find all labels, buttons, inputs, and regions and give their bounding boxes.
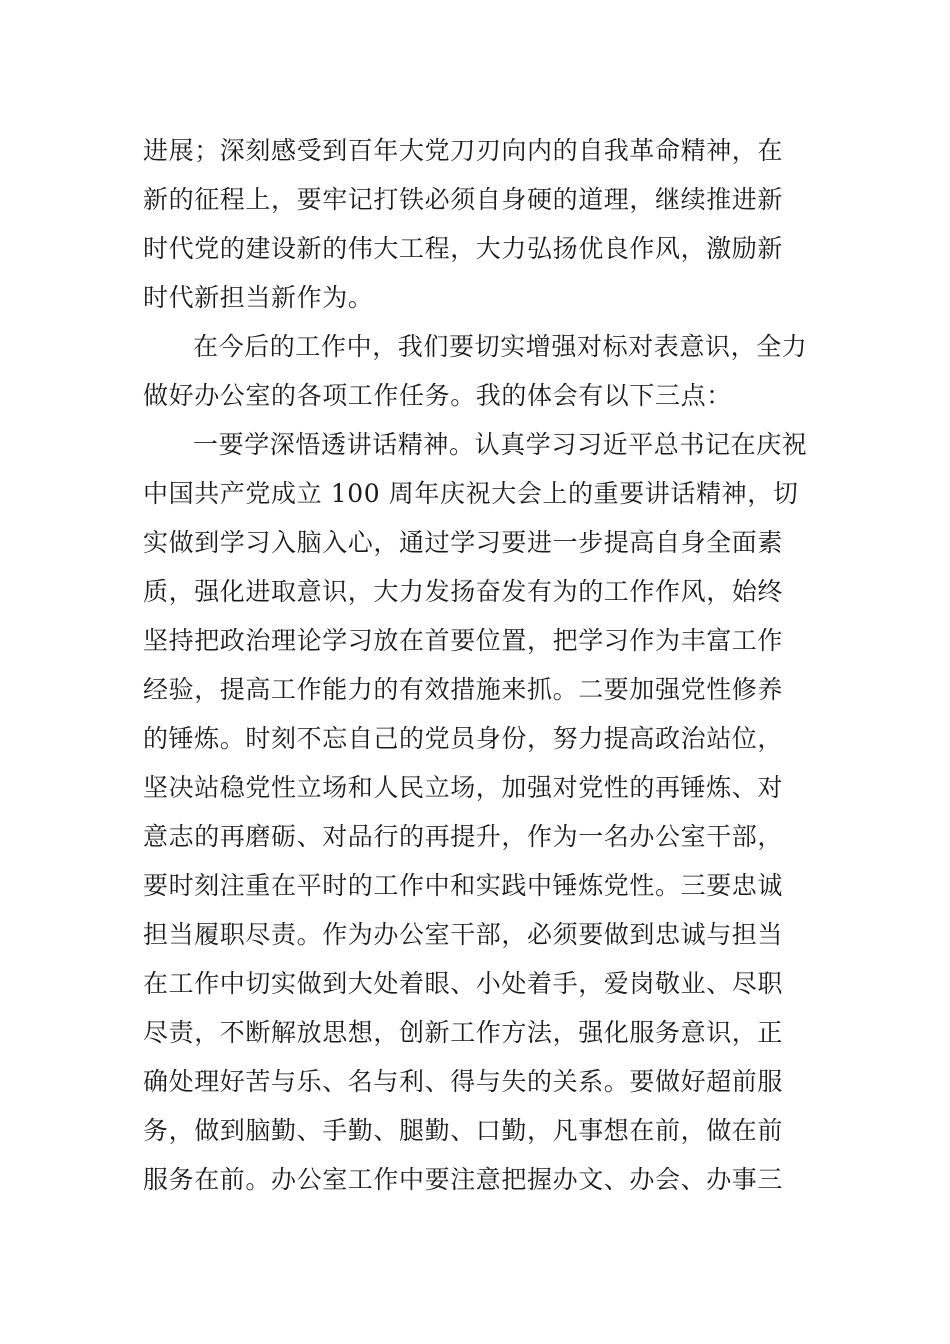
text-line: 在今后的工作中，我们要切实增强对标对表意识，全力 <box>193 332 808 361</box>
text-line: 意志的再磨砺、对品行的再提升，作为一名办公室干部， <box>143 822 784 851</box>
text-line: 在工作中切实做到大处着眼、小处着手，爱岗敬业、尽职 <box>143 969 784 998</box>
text-line: 一要学深悟透讲话精神。认真学习习近平总书记在庆祝 <box>193 430 808 459</box>
text-line: 务，做到脑勤、手勤、腿勤、口勤，凡事想在前，做在前 <box>143 1116 784 1145</box>
text-line: 坚决站稳党性立场和人民立场，加强对党性的再锤炼、对 <box>143 773 784 802</box>
text-line: 经验，提高工作能力的有效措施来抓。二要加强党性修养 <box>143 675 784 704</box>
text-line: 担当履职尽责。作为办公室干部，必须要做到忠诚与担当 <box>143 920 784 949</box>
document-body <box>143 126 823 1204</box>
text-line: 做好办公室的各项工作任务。我的体会有以下三点： <box>143 381 732 410</box>
text-line: 尽责，不断解放思想，创新工作方法，强化服务意识，正 <box>143 1018 784 1047</box>
text-line: 坚持把政治理论学习放在首要位置，把学习作为丰富工作 <box>143 626 784 655</box>
paragraph-2 <box>143 322 823 420</box>
text-line: 时代党的建设新的伟大工程，大力弘扬优良作风，激励新 <box>143 234 784 263</box>
text-line: 服务在前。办公室工作中要注意把握办文、办会、办事三 <box>143 1165 784 1194</box>
text-line: 的锤炼。时刻不忘自己的党员身份，努力提高政治站位， <box>143 724 784 753</box>
paragraph-3 <box>143 420 823 1204</box>
text-line: 质，强化进取意识，大力发扬奋发有为的工作作风，始终 <box>143 577 784 606</box>
text-line: 新的征程上，要牢记打铁必须自身硬的道理，继续推进新 <box>143 185 784 214</box>
text-line: 中国共产党成立 100 周年庆祝大会上的重要讲话精神，切 <box>143 479 799 508</box>
text-line: 实做到学习入脑入心，通过学习要进一步提高自身全面素 <box>143 528 784 557</box>
text-line: 要时刻注重在平时的工作中和实践中锤炼党性。三要忠诚 <box>143 871 784 900</box>
text-line: 进展；深刻感受到百年大党刀刃向内的自我革命精神，在 <box>143 136 784 165</box>
text-line: 时代新担当新作为。 <box>143 283 374 312</box>
text-line: 确处理好苦与乐、名与利、得与失的关系。要做好超前服 <box>143 1067 784 1096</box>
paragraph-1 <box>143 126 823 322</box>
